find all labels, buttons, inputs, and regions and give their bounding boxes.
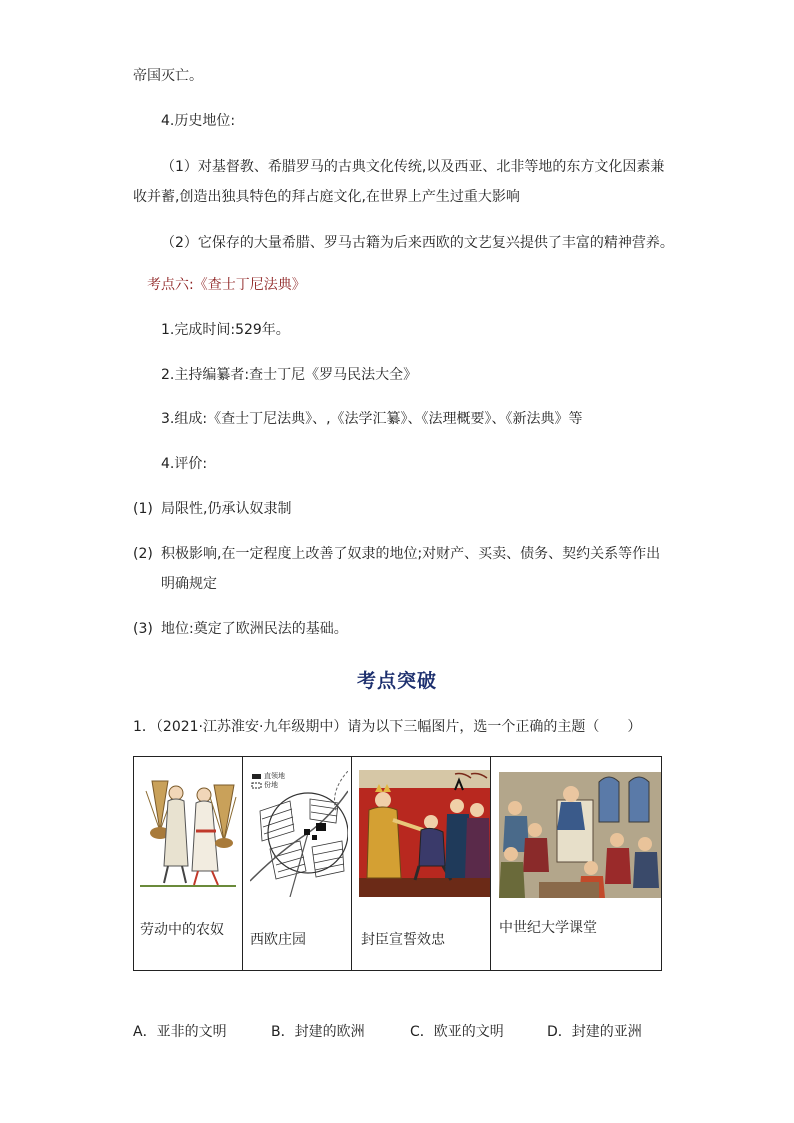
section-title: 考点六:《查士丁尼法典》 <box>147 277 306 293</box>
text-line: （1）对基督教、希腊罗马的古典文化传统,以及西亚、北非等地的东方文化因素兼 <box>161 159 665 175</box>
medieval-classroom-painting-icon <box>499 772 661 898</box>
list-number: (3) <box>133 621 153 637</box>
manor-map-icon <box>250 771 348 897</box>
option-d[interactable]: D．封建的亚洲 <box>547 1024 642 1040</box>
vassal-oath-painting-icon <box>359 770 490 897</box>
picture-cell <box>243 757 352 971</box>
answer-options <box>133 1021 693 1041</box>
picture-cell <box>491 757 662 971</box>
text-line: 3.组成:《查士丁尼法典》、,《法学汇纂》、《法理概要》、《新法典》等 <box>161 411 583 427</box>
picture-table <box>133 756 662 971</box>
text-line: 4.评价: <box>161 456 208 472</box>
text-line: 2.主持编纂者:查士丁尼《罗马民法大全》 <box>161 367 418 383</box>
map-legend-label: 直领地 <box>264 772 285 780</box>
text-line: 1.完成时间:529年。 <box>161 322 290 338</box>
text-line: 帝国灭亡。 <box>133 68 203 84</box>
list-number: (2) <box>133 546 153 562</box>
page-heading: 考点突破 <box>356 670 437 692</box>
list-item: 积极影响,在一定程度上改善了奴隶的地位;对财产、买卖、债务、契约关系等作出 <box>161 546 661 562</box>
text-line: （2）它保存的大量希腊、罗马古籍为后来西欧的文艺复兴提供了丰富的精神营养。 <box>161 235 674 251</box>
text-line: 收并蓄,创造出独具特色的拜占庭文化,在世界上产生过重大影响 <box>133 189 520 205</box>
picture-caption: 劳动中的农奴 <box>140 922 224 938</box>
picture-cell <box>352 757 491 971</box>
picture-caption: 西欧庄园 <box>250 932 306 948</box>
list-number: (1) <box>133 501 153 517</box>
list-item: 地位:奠定了欧洲民法的基础。 <box>161 621 348 637</box>
map-legend-label: 份地 <box>264 781 278 789</box>
section-item-heading: 4.历史地位: <box>161 113 236 129</box>
option-b[interactable]: B．封建的欧洲 <box>271 1024 365 1040</box>
question-stem: 1．（2021·江苏淮安·九年级期中）请为以下三幅图片，选一个正确的主题（ ） <box>133 719 642 735</box>
list-item: 局限性,仍承认奴隶制 <box>161 501 292 517</box>
option-a[interactable]: A．亚非的文明 <box>133 1024 227 1040</box>
option-c[interactable]: C．欧亚的文明 <box>410 1024 504 1040</box>
picture-caption: 中世纪大学课堂 <box>499 920 597 936</box>
list-item-continued: 明确规定 <box>161 576 217 592</box>
picture-caption: 封臣宣誓效忠 <box>361 932 445 948</box>
serfs-illustration-icon <box>138 771 238 889</box>
picture-cell <box>134 757 243 971</box>
